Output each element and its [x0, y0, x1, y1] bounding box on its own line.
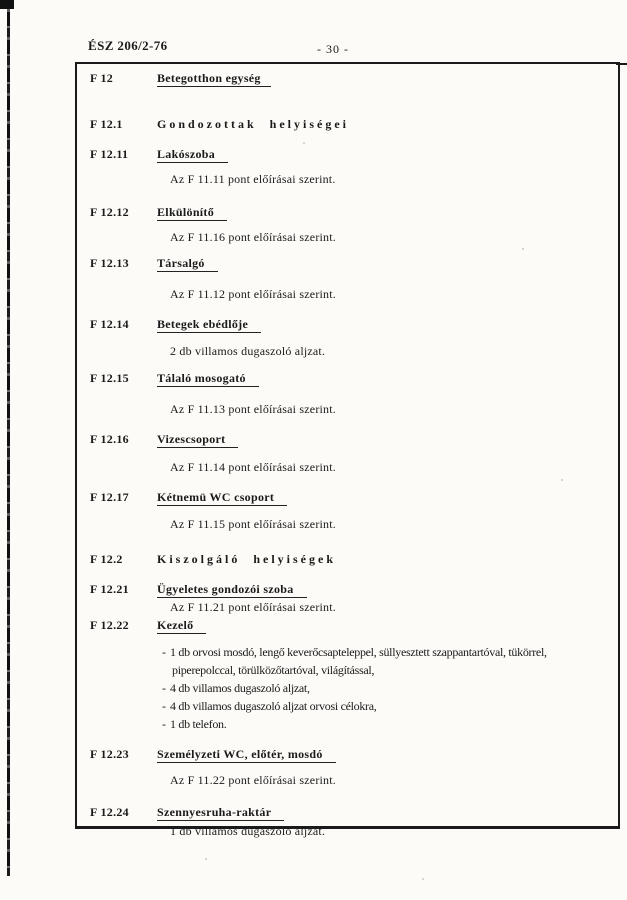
section-f12-17 — [90, 489, 618, 506]
section-code: F 12.22 — [90, 618, 129, 632]
document-number: ÉSZ 206/2-76 — [88, 38, 168, 53]
dash-bullet — [164, 661, 172, 679]
equipment-text: 4 db villamos dugaszoló aljzat, — [170, 681, 310, 695]
section-title: Személyzeti WC, előtér, mosdó — [157, 746, 336, 763]
section-code: F 12.21 — [90, 582, 129, 596]
section-f12-15 — [90, 370, 618, 387]
section-code: F 12 — [90, 71, 114, 85]
section-code: F 12.12 — [90, 205, 129, 219]
section-f12-1 — [90, 116, 618, 132]
section-body: 2 db villamos dugaszoló aljzat. — [170, 344, 326, 358]
section-code: F 12.1 — [90, 117, 123, 131]
section-title: Betegek ebédlője — [157, 316, 261, 333]
section-title: Gondozottak helyiségei — [157, 117, 349, 131]
section-f12-23 — [90, 746, 618, 763]
section-f12-24 — [90, 804, 618, 821]
dash-bullet: - — [162, 645, 166, 659]
section-f12-11 — [90, 146, 618, 163]
section-body: Az F 11.12 pont előírásai szerint. — [170, 287, 336, 301]
equipment-item-continuation — [164, 661, 618, 679]
section-f12-16 — [90, 431, 618, 448]
section-code: F 12.23 — [90, 747, 129, 761]
section-body: Az F 11.13 pont előírásai szerint. — [170, 402, 336, 416]
equipment-text: 1 db orvosi mosdó, lengő keverőcsapteleppel, süllyesztett szappantartóval, tükörrel, — [170, 645, 547, 659]
equipment-item — [162, 697, 618, 715]
section-code: F 12.14 — [90, 317, 129, 331]
section-code: F 12.13 — [90, 256, 129, 270]
section-title: Vizescsoport — [157, 431, 238, 448]
section-body: Az F 11.22 pont előírásai szerint. — [170, 773, 336, 787]
section-title: Lakószoba — [157, 146, 228, 163]
scan-speck — [205, 858, 207, 860]
section-code: F 12.2 — [90, 552, 123, 566]
section-f12-21 — [90, 581, 618, 598]
section-code: F 12.11 — [90, 147, 129, 161]
section-title: Szennyesruha-raktár — [157, 804, 284, 821]
dash-bullet: - — [162, 681, 166, 695]
scan-binding-edge — [7, 0, 10, 876]
equipment-text: piperepolccal, törülközőtartóval, világítással, — [172, 663, 375, 677]
section-title: Ügyeletes gondozói szoba — [157, 581, 307, 598]
section-body: Az F 11.15 pont előírásai szerint. — [170, 517, 336, 531]
section-f12 — [90, 70, 618, 87]
equipment-text: 4 db villamos dugaszoló aljzat orvosi célokra, — [170, 699, 377, 713]
section-code: F 12.16 — [90, 432, 129, 446]
section-code: F 12.15 — [90, 371, 129, 385]
section-title: Kétnemü WC csoport — [157, 489, 287, 506]
equipment-item — [162, 715, 618, 733]
dash-bullet: - — [162, 717, 166, 731]
section-title: Tálaló mosogató — [157, 370, 259, 387]
equipment-item — [162, 643, 618, 661]
equipment-text: 1 db telefon. — [170, 717, 227, 731]
section-f12-12 — [90, 204, 618, 221]
section-body: Az F 11.16 pont előírásai szerint. — [170, 230, 336, 244]
section-body: Az F 11.21 pont előírásai szerint. — [170, 600, 336, 614]
content-box — [75, 62, 620, 838]
section-body: 1 db villamos dugaszoló aljzat. — [170, 824, 326, 838]
section-title: Kezelő — [157, 617, 206, 634]
section-title: Betegotthon egység — [157, 70, 271, 87]
section-f12-14 — [90, 316, 618, 333]
equipment-list — [162, 643, 618, 733]
section-title: Kiszolgáló helyiségek — [157, 552, 336, 566]
page-number: - 30 - — [317, 42, 349, 56]
section-code: F 12.17 — [90, 490, 129, 504]
section-f12-2 — [90, 551, 618, 567]
section-body: Az F 11.14 pont előírásai szerint. — [170, 460, 336, 474]
section-body: Az F 11.11 pont előírásai szerint. — [170, 172, 336, 186]
equipment-item — [162, 679, 618, 697]
section-code: F 12.24 — [90, 805, 129, 819]
section-title: Társalgó — [157, 255, 218, 272]
scan-speck — [422, 878, 424, 880]
section-f12-13 — [90, 255, 618, 272]
dash-bullet: - — [162, 699, 166, 713]
section-f12-22 — [90, 617, 618, 634]
section-title: Elkülönítő — [157, 204, 227, 221]
scan-corner-mark — [0, 0, 14, 9]
